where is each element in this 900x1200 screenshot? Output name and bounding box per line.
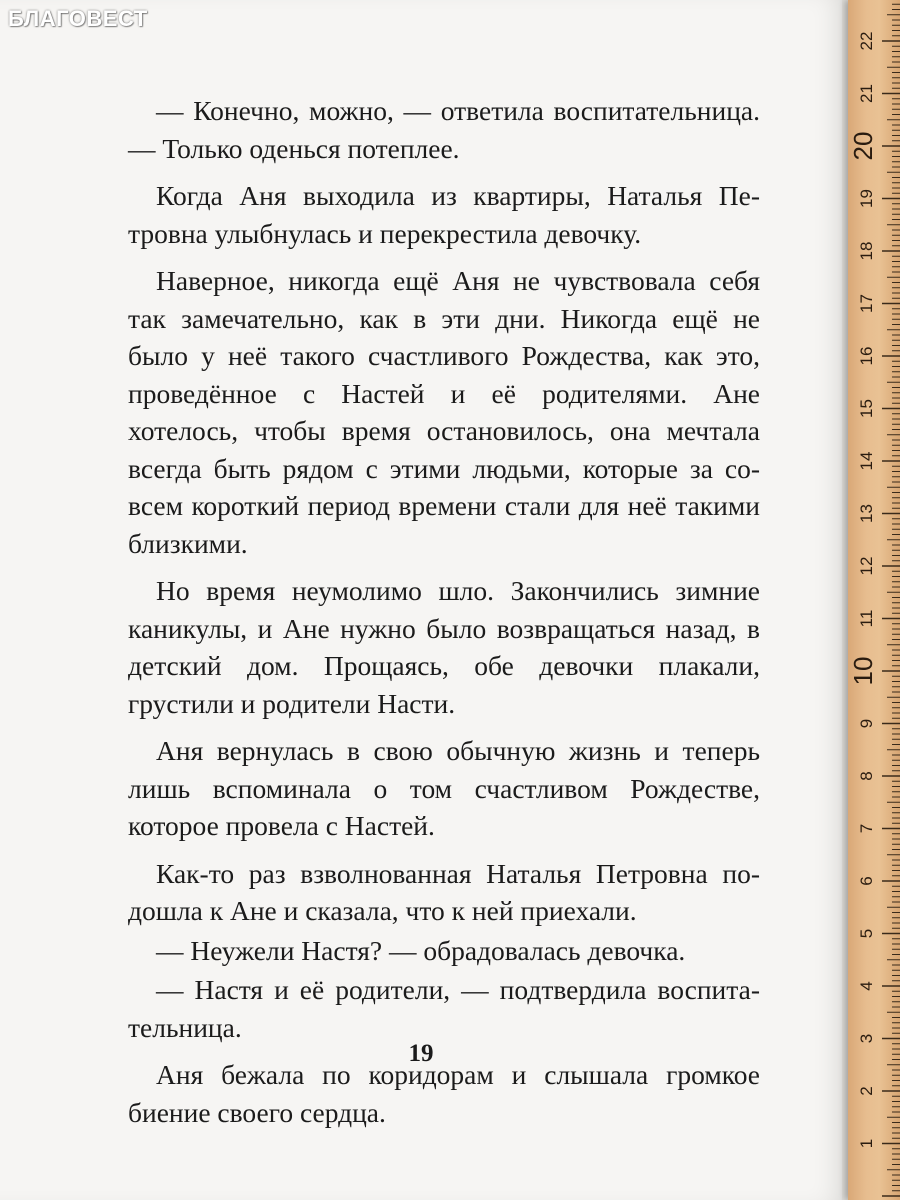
ruler-label: 20 [848,131,878,161]
ruler-label: 19 [857,189,876,208]
ruler-label: 18 [857,241,876,261]
page-number: 19 [408,1040,434,1067]
paragraph: Аня вернулась в свою обычную жизнь и теперь лишь вспоминала о том счастливом Рождестве, которое провела с Настей. [128,735,760,841]
watermark-logo: БЛАГОВЕСТ [8,6,148,31]
ruler-label: 10 [848,656,878,686]
ruler-scale [848,0,900,1200]
ruler-label: 2 [857,1086,876,1096]
ruler-label: 6 [857,876,876,886]
ruler-label: 13 [857,504,876,523]
ruler-label: 14 [857,451,876,471]
ruler-label: 16 [857,346,876,366]
paragraph: — Конечно, можно, — ответила воспитательница. — Только оденься потеплее. [128,95,760,164]
page-text [128,92,760,1141]
ruler-label: 3 [857,1033,876,1044]
ruler-label: 7 [857,823,876,834]
ruler-label: 12 [857,556,876,576]
paragraph: — Неужели Настя? — обрадовалась девочка. [156,934,686,966]
ruler-label: 8 [857,771,876,781]
paragraph: Когда Аня выходила из квартиры, Наталья Петровна улыбнулась и перекрестила девочку. [128,180,760,249]
ruler-label: 17 [857,294,876,313]
ruler-label: 22 [857,31,876,51]
ruler-label: 4 [857,981,876,991]
ruler-label: 21 [857,84,876,103]
ruler-label: 15 [857,399,876,418]
paragraph: Но время неумолимо шло. Закончились зимние каникулы, и Ане нужно было возвращаться назад, в детский дом. Прощаясь, обе девочки плакали, грустили и родители Насти. [128,575,760,719]
paragraph: Аня бежала по коридорам и слышала громкое биение своего сердца. [128,1059,760,1128]
ruler-label: 1 [857,1138,876,1149]
ruler-label: 9 [857,718,876,729]
paragraph: Наверное, никогда ещё Аня не чувствовала себя так замечательно, как в эти дни. Никогда ещё не было у неё такого счастливого Рождества, как это, проведённое с Настей и её родителями. Ане хотелось, чтобы время остановилось, она мечтала всегда быть рядом с этими людьми, которые за совсем короткий период времени стали для неё такими близкими. [128,265,760,559]
paragraph: — Настя и её родители, — подтвердила воспитательница. [128,974,760,1043]
ruler-label: 11 [857,609,876,628]
paragraph: Как-то раз взволнованная Наталья Петровна подошла к Ане и сказала, что к ней приехали. [128,857,760,926]
ruler-label: 5 [857,928,876,939]
wooden-ruler [848,0,900,1200]
